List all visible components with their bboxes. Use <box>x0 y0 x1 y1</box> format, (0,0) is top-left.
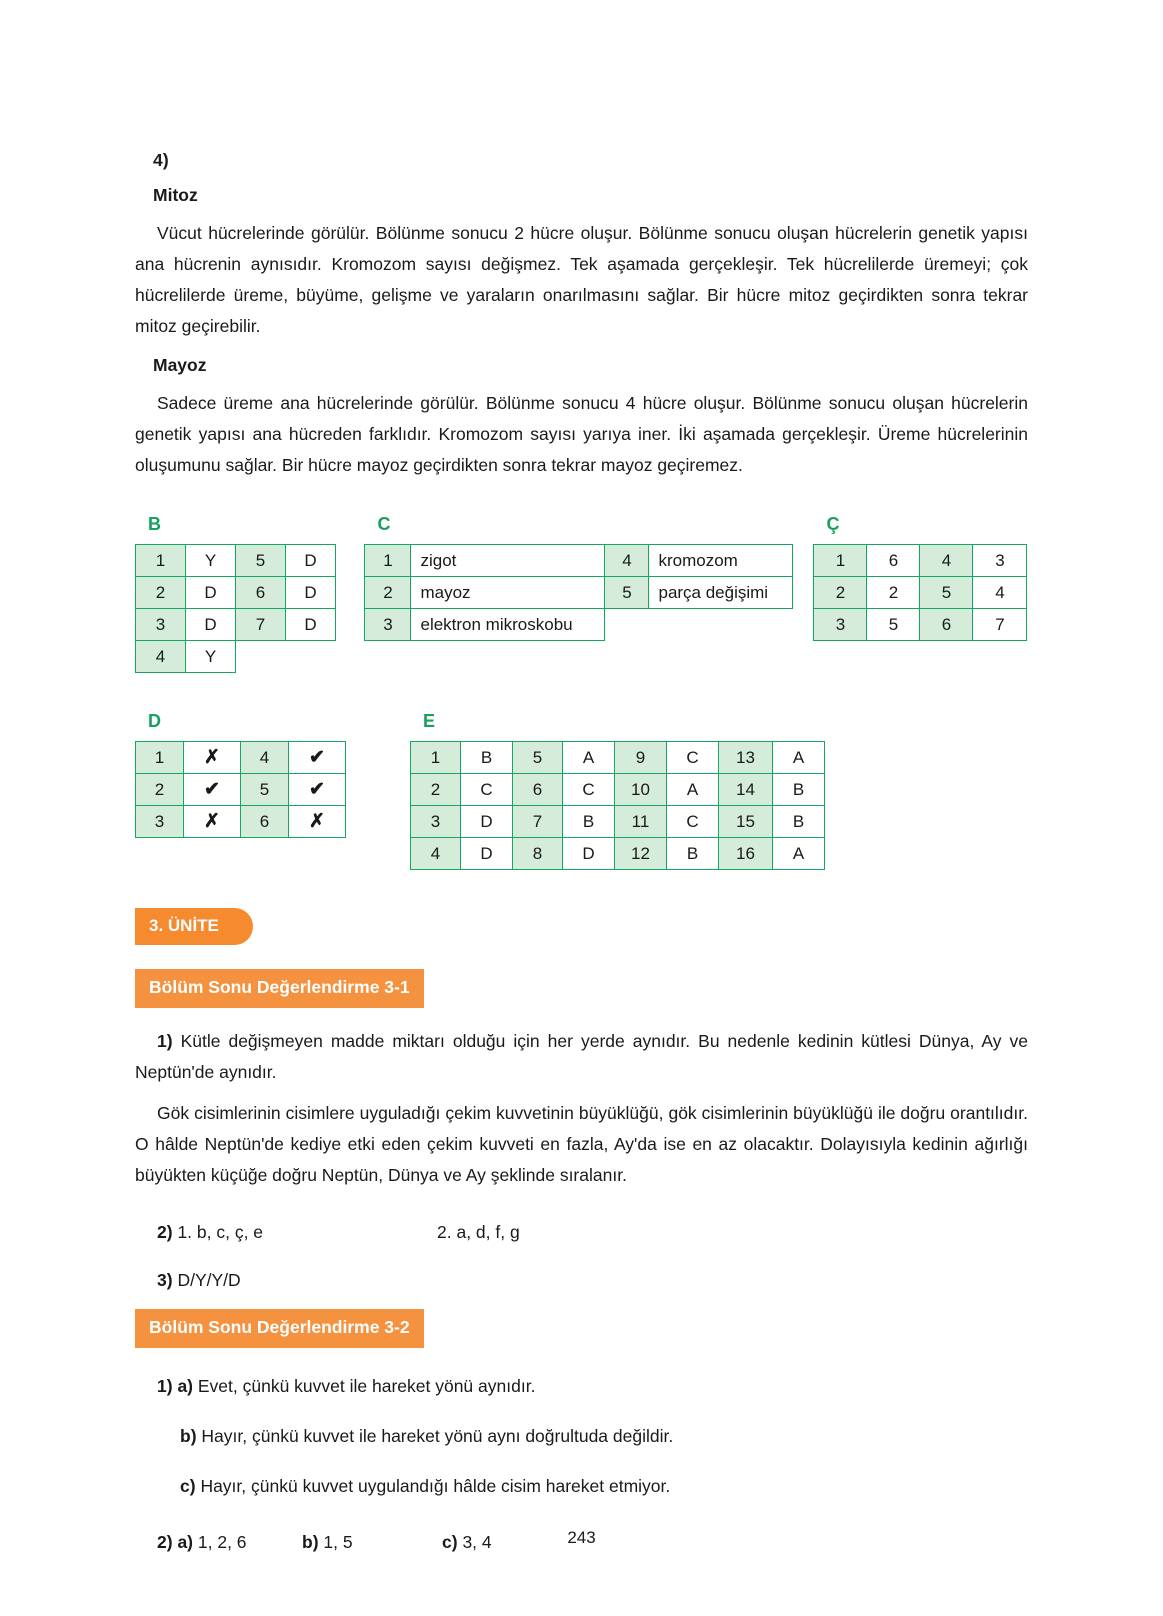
table-cell: A <box>563 741 615 773</box>
table-cell: 7 <box>973 608 1027 640</box>
table-cell: 4 <box>973 576 1027 608</box>
table-cell: B <box>461 741 513 773</box>
table-cell-empty <box>649 608 793 640</box>
answer-tables-row-2 <box>135 711 1028 870</box>
table-cell: A <box>667 773 719 805</box>
table-cell: 6 <box>241 805 289 837</box>
answer-letter: b) <box>302 1531 319 1552</box>
answer-text: 3, 4 <box>462 1531 492 1552</box>
table-row <box>365 576 793 608</box>
answer-text: Evet, çünkü kuvvet ile hareket yönü aynıdır. <box>197 1376 536 1397</box>
answer-3-1-q1-para2: Gök cisimlerinin cisimlere uyguladığı çekim kuvvetinin büyüklüğü, gök cisimlerinin büyüklüğü ile doğru orantılıdır. O hâlde Neptün'de kediye etki eden çekim kuvveti en fazla, Ay'da ise en az olacaktır. Dolayısıyla kedinin ağırlığı büyükten küçüğe doğru Neptün, Dünya ve Ay şeklinde sıralanır. <box>135 1102 1028 1185</box>
answer-text: Hayır, çünkü kuvvet ile hareket yönü aynı doğrultuda değildir. <box>201 1426 674 1447</box>
table-label-b: B <box>148 513 161 534</box>
answer-text: 1, 2, 6 <box>197 1531 247 1552</box>
table-cell: 2 <box>867 576 920 608</box>
table-cell: 6 <box>920 608 973 640</box>
table-cell: Y <box>186 544 236 576</box>
table-label-c: C <box>377 513 391 534</box>
table-cell: Y <box>186 640 236 672</box>
answer-letter: a) <box>177 1376 193 1397</box>
answer-table-cc <box>813 544 1027 641</box>
mitoz-paragraph: Vücut hücrelerinde görülür. Bölünme sonucu 2 hücre oluşur. Bölünme sonucu oluşan hücrelerin genetik yapısı ana hücrenin aynısıdır. Kromozom sayısı değişmez. Tek aşamada gerçekleşir. Tek hücrelilerde üremeyi; çok hücrelilerde üreme, büyüme, gelişme ve yaraların onarılmasını sağlar. Bir hücre mitoz geçirdikten sonra tekrar mitoz geçirebilir. <box>135 223 1028 337</box>
answer-3-2-q1b <box>180 1422 1028 1452</box>
table-row <box>136 608 336 640</box>
table-cell: 3 <box>411 805 461 837</box>
answer-tables-row-1 <box>135 514 1028 673</box>
table-cell: D <box>186 576 236 608</box>
table-cell: 15 <box>719 805 773 837</box>
section-bar-3-1-wrap <box>135 969 1028 1008</box>
table-cell: 6 <box>236 576 286 608</box>
table-cell: 6 <box>513 773 563 805</box>
table-row <box>411 773 825 805</box>
answer-table-e <box>410 741 825 870</box>
table-cell: C <box>667 805 719 837</box>
table-cell: B <box>773 773 825 805</box>
table-cell: 8 <box>513 837 563 869</box>
table-cell: 4 <box>136 640 186 672</box>
table-cell-mark: ✔ <box>184 773 241 805</box>
table-cell: 5 <box>920 576 973 608</box>
table-cell: C <box>563 773 615 805</box>
table-cell: 9 <box>615 741 667 773</box>
table-cell: 12 <box>615 837 667 869</box>
table-cell: elektron mikroskobu <box>411 608 605 640</box>
table-cell: D <box>563 837 615 869</box>
table-cell: A <box>773 741 825 773</box>
answer-number: 2) <box>157 1221 173 1242</box>
table-cell: kromozom <box>649 544 793 576</box>
table-cell-mark: ✗ <box>289 805 346 837</box>
table-cell: parça değişimi <box>649 576 793 608</box>
table-row <box>411 741 825 773</box>
table-block-e <box>410 711 840 870</box>
table-row <box>136 544 336 576</box>
table-cell: 2 <box>814 576 867 608</box>
table-cell: 4 <box>411 837 461 869</box>
table-cell: B <box>563 805 615 837</box>
table-label-e: E <box>423 710 436 731</box>
table-cell: D <box>461 837 513 869</box>
answer-letter: c) <box>442 1531 458 1552</box>
table-cell: D <box>286 576 336 608</box>
answer-text-secondary: 2. a, d, f, g <box>437 1221 520 1242</box>
answer-3-2-q1a <box>157 1372 1028 1402</box>
table-block-c <box>364 514 813 641</box>
table-cell: 3 <box>365 608 411 640</box>
table-cell: 7 <box>236 608 286 640</box>
question-4-number: 4) <box>153 150 169 170</box>
table-cell: 5 <box>241 773 289 805</box>
table-cell-mark: ✔ <box>289 773 346 805</box>
table-cell: 1 <box>411 741 461 773</box>
table-label-d: D <box>148 710 161 731</box>
page-number: 243 <box>567 1528 596 1547</box>
answer-text: Kütle değişmeyen madde miktarı olduğu için her yerde aynıdır. Bu nedenle kedinin kütlesi Dünya, Ay ve Neptün'de aynıdır. <box>135 1031 1028 1083</box>
table-cell: 2 <box>411 773 461 805</box>
table-row <box>814 544 1027 576</box>
table-row <box>411 837 825 869</box>
table-row <box>814 576 1027 608</box>
table-cell: 1 <box>365 544 411 576</box>
section-title-3-1: Bölüm Sonu Değerlendirme 3-1 <box>135 969 424 1008</box>
table-row <box>136 640 336 672</box>
table-cell: 2 <box>365 576 411 608</box>
table-cell: 10 <box>615 773 667 805</box>
answer-3-2-q1c <box>180 1472 1028 1502</box>
table-cell: D <box>286 544 336 576</box>
answer-number: 1) <box>157 1031 173 1052</box>
answer-table-c <box>364 544 793 641</box>
answer-number: 3) <box>157 1269 173 1290</box>
answer-letter: c) <box>180 1475 196 1496</box>
table-cell: D <box>186 608 236 640</box>
answer-letter: b) <box>180 1426 197 1447</box>
table-cell: B <box>773 805 825 837</box>
mayoz-paragraph: Sadece üreme ana hücrelerinde görülür. Bölünme sonucu 4 hücre oluşur. Bölünme sonucu oluşan hücrelerin genetik yapısı ana hücreden farklıdır. Kromozom sayısı yarıya iner. İki aşamada gerçekleşir. Üreme hücrelerinin oluşumunu sağlar. Bir hücre mayoz geçirdikten sonra tekrar mayoz geçiremez. <box>135 392 1028 475</box>
answer-3-1-q1 <box>135 1026 1028 1088</box>
table-cell: 4 <box>605 544 649 576</box>
table-row <box>136 576 336 608</box>
table-row <box>814 608 1027 640</box>
answer-text: 1, 5 <box>323 1531 353 1552</box>
answer-text: Hayır, çünkü kuvvet uygulandığı hâlde cisim hareket etmiyor. <box>200 1475 671 1496</box>
table-row <box>365 544 793 576</box>
answer-letter: a) <box>177 1531 193 1552</box>
answer-3-1-q2 <box>157 1218 1028 1248</box>
table-cell: mayoz <box>411 576 605 608</box>
table-cell: 14 <box>719 773 773 805</box>
table-cell: 1 <box>136 544 186 576</box>
answer-3-1-q3 <box>157 1266 1028 1296</box>
answer-text: D/Y/Y/D <box>177 1269 241 1290</box>
table-cell: B <box>667 837 719 869</box>
table-cell: 6 <box>867 544 920 576</box>
table-row <box>136 741 346 773</box>
table-cell: C <box>461 773 513 805</box>
table-cell: D <box>461 805 513 837</box>
answer-table-b <box>135 544 336 673</box>
table-block-d <box>135 711 410 838</box>
table-cell: 3 <box>973 544 1027 576</box>
table-cell: 2 <box>136 576 186 608</box>
section-title-3-2: Bölüm Sonu Değerlendirme 3-2 <box>135 1309 424 1348</box>
answer-number: 2) <box>157 1531 173 1552</box>
table-cell: 16 <box>719 837 773 869</box>
table-cell: 13 <box>719 741 773 773</box>
table-row <box>411 805 825 837</box>
table-cell: 3 <box>136 805 184 837</box>
table-cell: 5 <box>605 576 649 608</box>
table-row <box>365 608 793 640</box>
answer-text: 1. b, c, ç, e <box>177 1221 264 1242</box>
table-cell: 1 <box>814 544 867 576</box>
table-cell: 3 <box>814 608 867 640</box>
table-cell: 7 <box>513 805 563 837</box>
table-row <box>136 773 346 805</box>
table-cell-empty <box>605 608 649 640</box>
table-cell: zigot <box>411 544 605 576</box>
table-cell-mark: ✔ <box>289 741 346 773</box>
table-cell: 5 <box>236 544 286 576</box>
table-cell-empty <box>236 640 286 672</box>
table-block-b <box>135 514 364 673</box>
table-cell: D <box>286 608 336 640</box>
mayoz-heading: Mayoz <box>153 354 207 375</box>
table-cell: 4 <box>920 544 973 576</box>
table-cell: 5 <box>867 608 920 640</box>
table-cell-mark: ✗ <box>184 741 241 773</box>
table-cell: 1 <box>136 741 184 773</box>
table-row <box>136 805 346 837</box>
table-cell: 11 <box>615 805 667 837</box>
table-cell: 2 <box>136 773 184 805</box>
table-label-cc: Ç <box>826 513 840 534</box>
section-bar-3-2-wrap <box>135 1309 1028 1348</box>
table-cell-empty <box>286 640 336 672</box>
table-block-cc <box>813 514 1028 641</box>
table-cell: C <box>667 741 719 773</box>
table-cell: A <box>773 837 825 869</box>
answer-table-d <box>135 741 346 838</box>
table-cell: 4 <box>241 741 289 773</box>
table-cell-mark: ✗ <box>184 805 241 837</box>
table-cell: 5 <box>513 741 563 773</box>
unit-badge: 3. ÜNİTE <box>135 908 253 945</box>
mitoz-heading: Mitoz <box>153 185 198 205</box>
answer-number: 1) <box>157 1376 173 1397</box>
table-cell: 3 <box>136 608 186 640</box>
